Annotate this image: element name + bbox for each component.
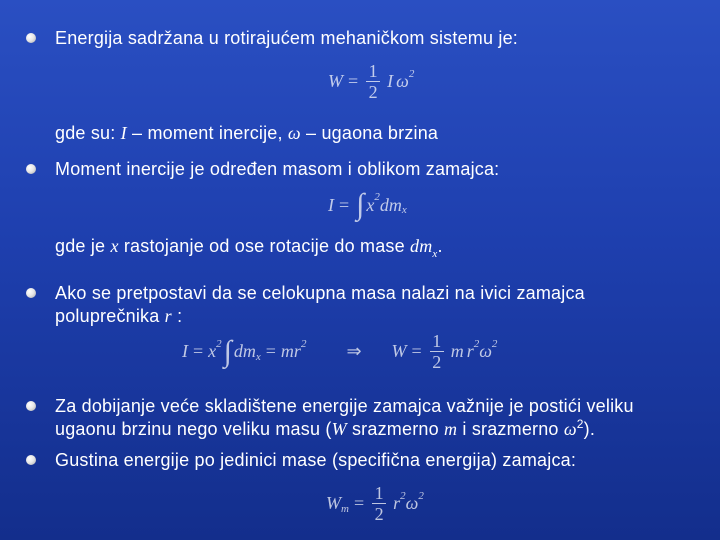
text-fragment: : — [171, 306, 183, 326]
bullet-icon — [26, 455, 36, 465]
definition-line — [55, 122, 438, 144]
formula-subscript: m — [341, 502, 349, 515]
implies-arrow: ⇒ — [346, 341, 362, 361]
bullet-text-angular-speed: Za dobijanje veće skladištene energije zamajca važnije je postići veliku — [55, 396, 634, 416]
fraction — [366, 62, 380, 101]
fraction-numerator: 1 — [432, 331, 442, 351]
text-fragment: – moment inercije, — [126, 123, 288, 143]
text-fragment: ugaonu brzinu nego veliku masu ( — [55, 419, 332, 439]
text-fragment: ). — [583, 419, 596, 439]
formula-exponent: 2 — [216, 337, 222, 350]
formula-symbol: ω — [405, 493, 419, 513]
text-fragment: gde su: — [55, 123, 121, 143]
text-fragment: rastojanje od ose rotacije do mase — [118, 236, 411, 256]
formula-exponent: 2 — [374, 191, 380, 203]
formula-symbol: W — [391, 341, 407, 361]
bullet-text-inertia: Moment inercije je određen masom i oblikom zamajca: — [55, 159, 500, 179]
formula-symbol: I — [387, 71, 394, 91]
formula-symbol: mr — [280, 341, 301, 361]
formula-symbol: dm — [379, 194, 402, 215]
fraction-numerator: 1 — [374, 483, 384, 503]
formula-symbol: m — [450, 341, 464, 361]
formula-symbol: ω — [396, 71, 409, 91]
formula-energy — [328, 62, 414, 101]
formula-symbol: W — [328, 71, 343, 91]
formula-operator: = — [193, 341, 204, 361]
formula-inertia — [328, 190, 407, 220]
math-symbol: ω — [287, 123, 301, 143]
definition-line — [55, 235, 443, 260]
bullet-text-angular-speed-cont — [55, 418, 595, 442]
formula-subscript: x — [255, 350, 261, 363]
formula-symbol: ω — [479, 341, 492, 361]
fraction-denominator: 2 — [374, 504, 384, 524]
text-fragment: i srazmerno — [457, 419, 564, 439]
bullet-icon — [26, 401, 36, 411]
formula-symbol: r — [393, 493, 401, 513]
formula-symbol: r — [466, 341, 474, 361]
integral-sign: ∫ — [223, 334, 232, 368]
bullet-icon — [26, 164, 36, 174]
text-fragment: . — [437, 236, 443, 256]
formula-operator: = — [265, 341, 276, 361]
math-symbol: ω — [563, 419, 577, 439]
math-symbol: x — [110, 236, 119, 256]
bullet-text-rim-mass: Ako se pretpostavi da se celokupna masa nalazi na ivici zamajca — [55, 283, 585, 303]
formula-symbol: W — [326, 493, 341, 513]
formula-exponent: 2 — [300, 337, 307, 350]
bullet-icon — [26, 33, 36, 43]
math-exponent: 2 — [576, 417, 584, 431]
text-fragment: gde je — [55, 236, 111, 256]
text-fragment: srazmerno — [346, 419, 445, 439]
fraction-denominator: 2 — [432, 352, 442, 372]
formula-symbol: x — [208, 341, 217, 361]
formula-symbol: x — [366, 194, 375, 215]
formula-specific-energy — [326, 484, 424, 523]
math-symbol: m — [444, 419, 458, 439]
formula-operator: = — [339, 194, 350, 215]
formula-operator: = — [411, 341, 422, 361]
formula-exponent: 2 — [400, 489, 406, 502]
bullet-text-energy-density: Gustina energije po jedinici mase (specifična energija) zamajca: — [55, 450, 577, 470]
bullet-text-energy: Energija sadržana u rotirajućem mehaničkom sistemu je: — [55, 28, 518, 48]
math-symbol: W — [331, 419, 347, 439]
formula-operator: = — [348, 71, 359, 91]
formula-symbol: dm — [233, 341, 256, 361]
formula-exponent: 2 — [491, 337, 498, 350]
formula-exponent: 2 — [418, 489, 424, 502]
formula-exponent: 2 — [408, 67, 415, 80]
math-subscript: x — [432, 248, 438, 260]
formula-symbol: I — [328, 194, 334, 215]
text-fragment: poluprečnika — [55, 306, 165, 326]
fraction — [372, 484, 386, 523]
formula-rim-energy — [182, 332, 497, 371]
formula-symbol: I — [182, 341, 188, 361]
text-fragment: – ugaona brzina — [300, 123, 439, 143]
fraction-denominator: 2 — [368, 82, 378, 102]
math-symbol: dm — [410, 236, 433, 256]
fraction-numerator: 1 — [368, 61, 378, 81]
formula-exponent: 2 — [473, 337, 480, 350]
math-symbol: r — [164, 306, 172, 326]
formula-subscript: x — [401, 204, 407, 216]
fraction — [430, 332, 444, 371]
bullet-icon — [26, 288, 36, 298]
formula-operator: = — [353, 493, 365, 513]
integral-sign: ∫ — [356, 188, 365, 221]
math-symbol: I — [120, 123, 127, 143]
bullet-text-rim-mass-cont — [55, 305, 182, 327]
